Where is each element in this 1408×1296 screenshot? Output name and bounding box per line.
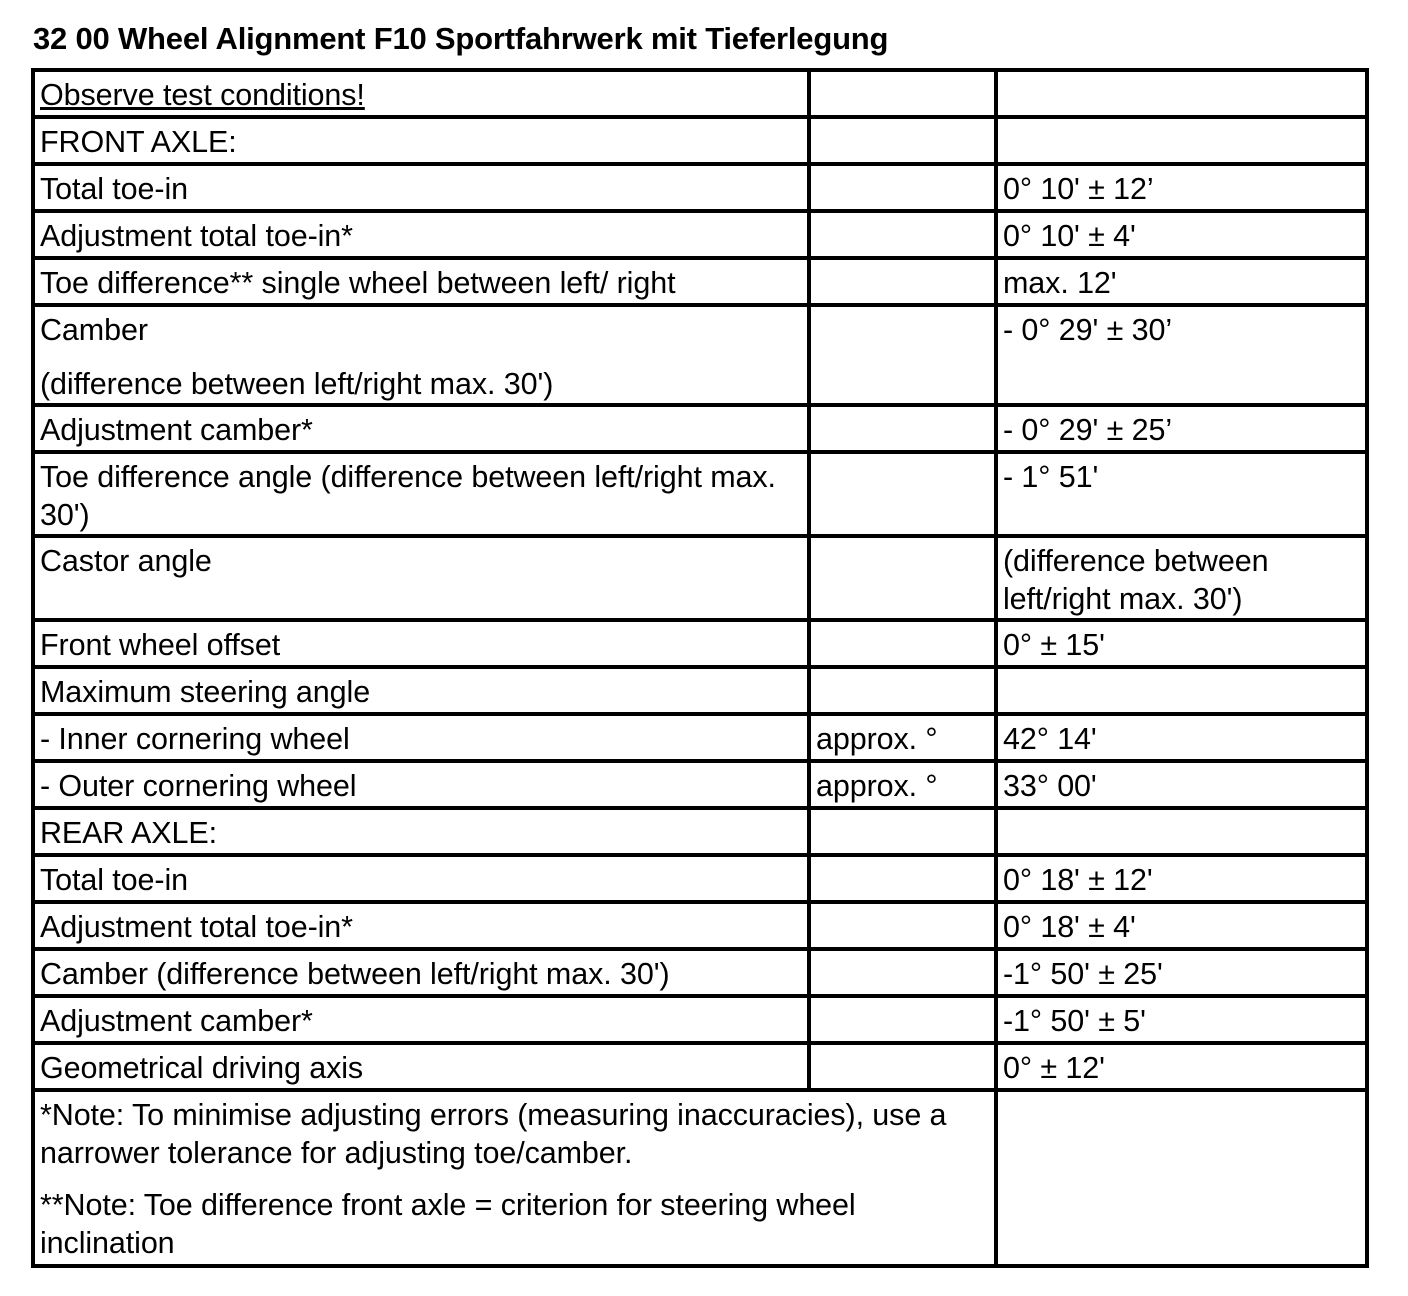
table-row [33, 855, 1367, 902]
row-mid [809, 902, 996, 949]
section-heading-front-axle: FRONT AXLE: [33, 117, 809, 164]
table-row [33, 258, 1367, 305]
test-conditions-note: Observe test conditions! [40, 78, 365, 112]
table-row [33, 667, 1367, 714]
row-value: 0° ± 12' [996, 1043, 1367, 1090]
row-label: Adjustment camber* [33, 996, 809, 1043]
row-label: Camber (difference between left/right max. 30') [33, 949, 809, 996]
row-mid [809, 949, 996, 996]
row-mid [809, 996, 996, 1043]
notes-empty-cell [996, 1090, 1367, 1266]
row-mid: approx. ° [809, 761, 996, 808]
row-value: max. 12' [996, 258, 1367, 305]
row-mid [809, 855, 996, 902]
row-mid: approx. ° [809, 714, 996, 761]
section-heading-rear-axle: REAR AXLE: [33, 808, 809, 855]
row-label [33, 70, 809, 117]
row-value: -1° 50' ± 5' [996, 996, 1367, 1043]
row-label: Geometrical driving axis [33, 1043, 809, 1090]
row-label: Toe difference angle (difference between left/right max. 30') [33, 452, 809, 536]
table-row [33, 996, 1367, 1043]
table-row [33, 211, 1367, 258]
row-value [996, 808, 1367, 855]
notes-cell [33, 1090, 996, 1266]
table-row [33, 808, 1367, 855]
row-label: Adjustment total toe-in* [33, 211, 809, 258]
table-row [33, 452, 1367, 536]
row-mid [809, 258, 996, 305]
note-toe-difference: **Note: Toe difference front axle = criterion for steering wheel inclination [40, 1188, 856, 1260]
row-mid [809, 620, 996, 667]
table-row [33, 761, 1367, 808]
row-value: 0° 10' ± 12’ [996, 164, 1367, 211]
row-label: Toe difference** single wheel between left/ right [33, 258, 809, 305]
row-label: Castor angle [33, 536, 809, 620]
row-mid [809, 211, 996, 258]
row-mid [809, 536, 996, 620]
row-value: 33° 00' [996, 761, 1367, 808]
row-label: Adjustment camber* [33, 405, 809, 452]
row-mid [809, 452, 996, 536]
row-label: Total toe-in [33, 164, 809, 211]
camber-label: Camber [40, 313, 148, 347]
row-value: - 0° 29' ± 25’ [996, 405, 1367, 452]
row-label: Front wheel offset [33, 620, 809, 667]
note-adjusting-tolerance: *Note: To minimise adjusting errors (measuring inaccuracies), use a narrower tolerance for adjusting toe/camber. [40, 1098, 947, 1170]
row-value: - 0° 29' ± 30’ [996, 305, 1367, 405]
row-value: - 1° 51' [996, 452, 1367, 536]
row-label: Total toe-in [33, 855, 809, 902]
row-value [996, 70, 1367, 117]
table-row [33, 1043, 1367, 1090]
row-label [33, 305, 809, 405]
table-row [33, 405, 1367, 452]
table-row [33, 714, 1367, 761]
row-mid [809, 667, 996, 714]
camber-sublabel: (difference between left/right max. 30') [40, 367, 554, 401]
table-row [33, 164, 1367, 211]
row-label: - Inner cornering wheel [33, 714, 809, 761]
table-row [33, 117, 1367, 164]
row-mid [809, 117, 996, 164]
table-row [33, 620, 1367, 667]
table-row [33, 949, 1367, 996]
row-mid [809, 70, 996, 117]
row-value: 0° 18' ± 4' [996, 902, 1367, 949]
row-value: 42° 14' [996, 714, 1367, 761]
row-value [996, 667, 1367, 714]
table-row [33, 305, 1367, 405]
row-label: Maximum steering angle [33, 667, 809, 714]
row-mid [809, 808, 996, 855]
row-value: 0° 18' ± 12' [996, 855, 1367, 902]
table-row [33, 902, 1367, 949]
table-row [33, 536, 1367, 620]
row-value: 0° ± 15' [996, 620, 1367, 667]
row-mid [809, 164, 996, 211]
notes-row [33, 1090, 1367, 1266]
row-label: - Outer cornering wheel [33, 761, 809, 808]
wheel-alignment-table [31, 68, 1369, 1268]
page-title: 32 00 Wheel Alignment F10 Sportfahrwerk mit Tieferlegung [33, 21, 889, 56]
table-row [33, 70, 1367, 117]
row-value: 0° 10' ± 4' [996, 211, 1367, 258]
row-value: (difference between left/right max. 30') [996, 536, 1367, 620]
row-mid [809, 405, 996, 452]
row-value [996, 117, 1367, 164]
row-value: -1° 50' ± 25' [996, 949, 1367, 996]
row-mid [809, 305, 996, 405]
row-mid [809, 1043, 996, 1090]
row-label: Adjustment total toe-in* [33, 902, 809, 949]
